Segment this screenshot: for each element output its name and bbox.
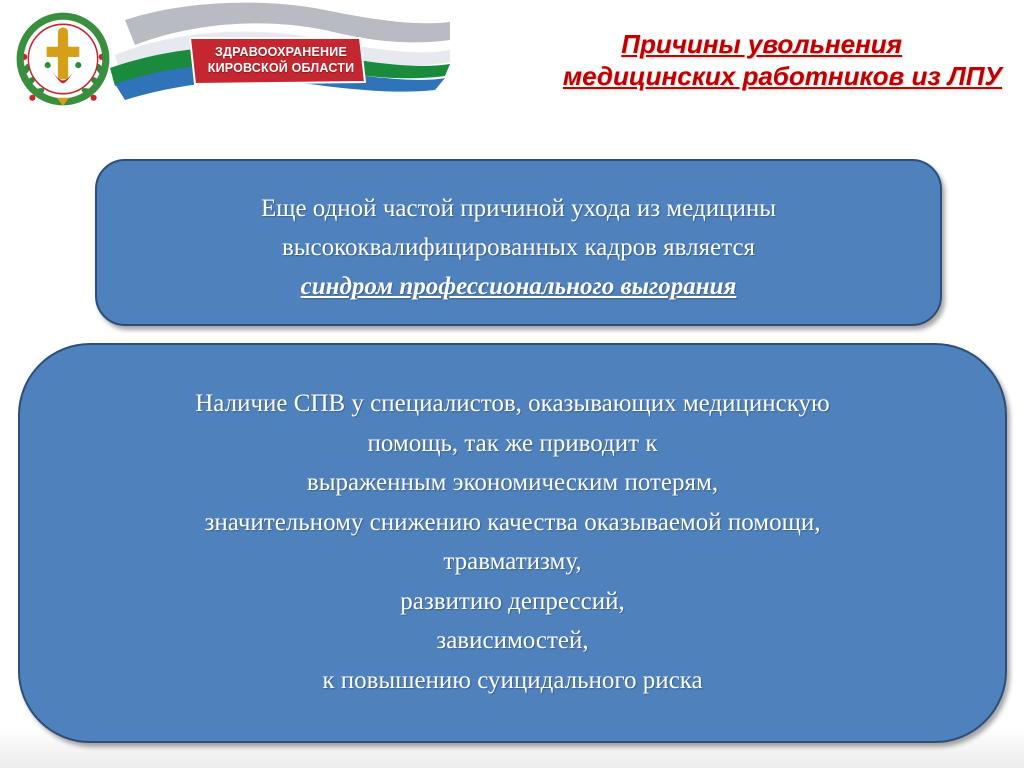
page-title [412,28,1002,92]
consequence-line: помощь, так же приводит к [367,429,658,457]
logo-line-2: КИРОВСКОЙ ОБЛАСТИ [207,61,355,75]
consequence-line: зависимостей, [436,627,589,654]
consequence-line: травматизму, [443,548,582,575]
title-line-1: Причины увольнения [621,29,902,59]
burnout-syndrome-text: синдром профессионального выгорания [300,273,737,300]
intro-line-1: Еще одной частой причиной ухода из медицины [260,195,777,222]
intro-box [95,159,942,326]
consequence-line: к повышению суицидального риска [322,666,703,694]
consequences-box [18,343,1007,743]
logo [0,0,450,115]
consequence-line: значительному снижению качества оказываемой помощи, [204,508,821,536]
consequence-line: Наличие СПВ у специалистов, оказывающих медицинскую [195,390,830,417]
logo-line-1: ЗДРАВООХРАНЕНИЕ [214,45,347,59]
intro-line-2: высококвалифицированных кадров является [281,234,756,261]
consequence-line: выраженным экономическим потерям, [306,469,719,496]
consequence-line: развитию депрессий, [400,587,625,615]
title-line-2: медицинских работников из ЛПУ [562,61,1002,91]
